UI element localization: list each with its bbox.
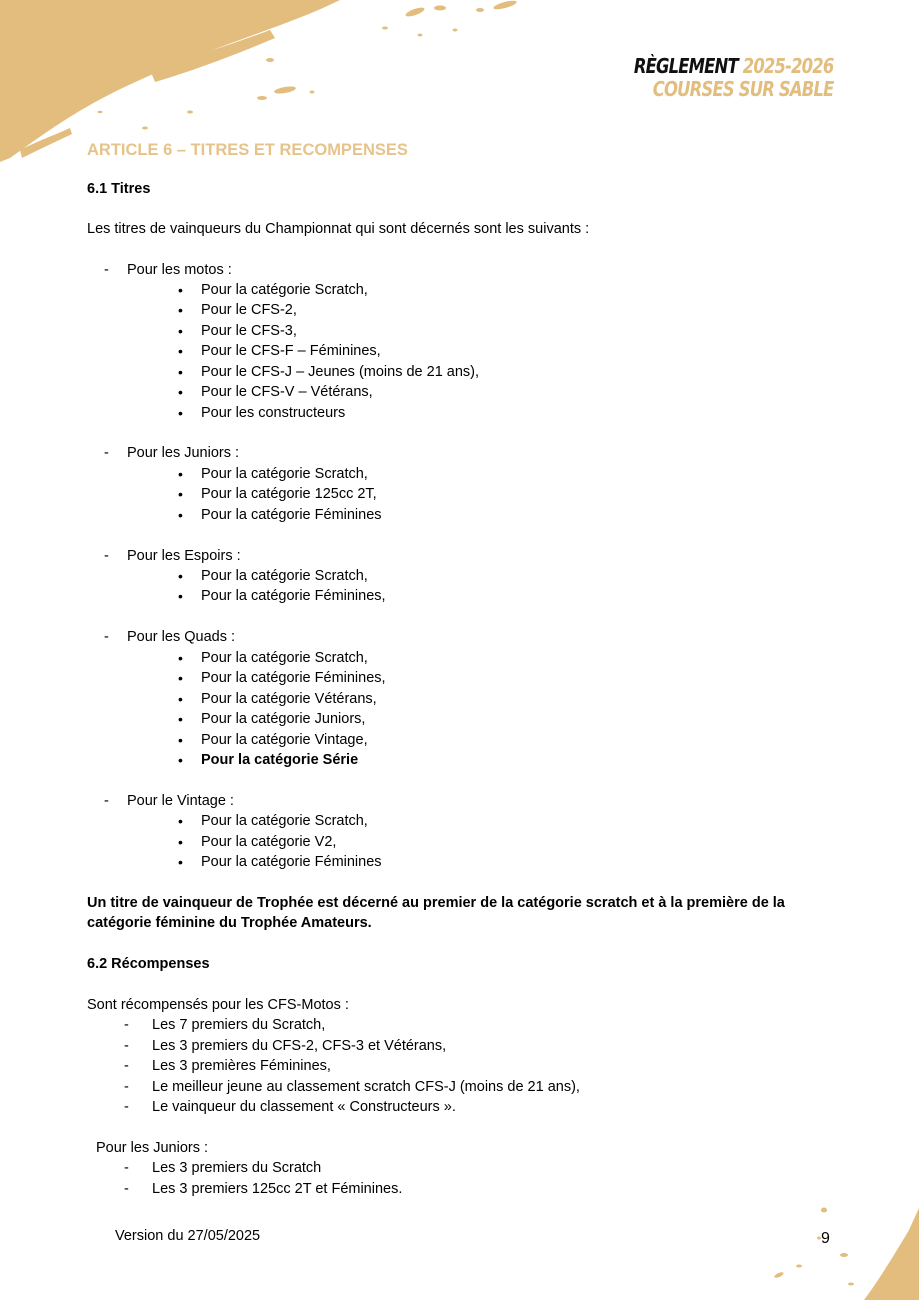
list-item: Les 3 premières Féminines, [152,1058,331,1074]
list-item: Pour la catégorie Scratch, [201,282,368,298]
bullet-marker: • [178,364,183,380]
bullet-marker: • [178,343,183,359]
list-item: Pour la catégorie Vintage, [201,732,368,748]
list-item: Pour la catégorie Féminines, [201,670,386,686]
list-item: Pour la catégorie Vétérans, [201,691,377,707]
list-item: Pour le CFS-V – Vétérans, [201,384,373,400]
list-item: Pour le CFS-F – Féminines, [201,343,381,359]
bullet-marker: • [178,711,183,727]
document-header-title [633,55,833,101]
bullet-marker: • [178,282,183,298]
bullet-marker: • [178,691,183,707]
bullet-marker: • [178,486,183,502]
footer-version: Version du 27/05/2025 [115,1228,261,1244]
motos-rewards-intro: Sont récompensés pour les CFS-Motos : [87,997,349,1013]
section-intro: Les titres de vainqueurs du Championnat qui sont décernés sont les suivants : [87,221,590,237]
section-heading-recompenses: 6.2 Récompenses [87,956,210,972]
bullet-marker: • [178,405,183,421]
dash-marker: - [104,445,109,461]
group-label-motos: Pour les motos : [127,262,232,278]
page-number: 9 [821,1230,830,1247]
group-label-espoirs: Pour les Espoirs : [127,548,241,564]
list-item: Pour la catégorie Féminines [201,507,382,523]
trophy-note-line-2: catégorie féminine du Trophée Amateurs. [87,915,372,931]
header-subtitle: COURSES SUR SABLE [652,77,833,101]
sand-splash-corner-decoration [759,1200,919,1300]
group-label-vintage: Pour le Vintage : [127,793,234,809]
bullet-marker: • [178,568,183,584]
list-item: Pour le CFS-2, [201,302,297,318]
list-item: Pour la catégorie Scratch, [201,466,368,482]
bullet-marker: • [178,588,183,604]
group-label-juniors: Pour les Juniors : [127,445,240,461]
bullet-marker: • [178,732,183,748]
dash-marker: - [124,1017,129,1033]
dash-marker: - [104,793,109,809]
bullet-marker: • [178,834,183,850]
header-reglement: RÈGLEMENT [633,54,738,78]
dash-marker: - [124,1099,129,1115]
dash-marker: - [104,629,109,645]
bullet-marker: • [178,507,183,523]
group-label-quads: Pour les Quads : [127,629,235,645]
article-title: ARTICLE 6 – TITRES ET RECOMPENSES [87,141,408,159]
list-item: Pour les constructeurs [201,405,346,421]
bullet-marker: • [178,302,183,318]
trophy-note-line-1: Un titre de vainqueur de Trophée est décerné au premier de la catégorie scratch et à la première de la [87,895,785,911]
list-item: Le vainqueur du classement « Constructeurs ». [152,1099,456,1115]
bullet-marker: • [178,854,183,870]
bullet-marker: • [178,752,183,768]
list-item: Pour la catégorie Juniors, [201,711,366,727]
list-item: Pour le CFS-J – Jeunes (moins de 21 ans), [201,364,480,380]
dash-marker: - [124,1079,129,1095]
list-item: Les 3 premiers 125cc 2T et Féminines. [152,1181,403,1197]
list-item: Les 3 premiers du CFS-2, CFS-3 et Vétérans, [152,1038,447,1054]
dash-marker: - [124,1058,129,1074]
list-item: Pour la catégorie Scratch, [201,568,368,584]
juniors-rewards-intro: Pour les Juniors : [96,1140,209,1156]
dash-marker: - [124,1181,129,1197]
list-item: Pour la catégorie 125cc 2T, [201,486,377,502]
list-item: Le meilleur jeune au classement scratch CFS-J (moins de 21 ans), [152,1079,580,1095]
list-item: Les 7 premiers du Scratch, [152,1017,326,1033]
dash-marker: - [104,262,109,278]
list-item: Les 3 premiers du Scratch [152,1160,322,1176]
list-item: Pour la catégorie Féminines [201,854,382,870]
bullet-marker: • [178,650,183,666]
dash-marker: - [124,1038,129,1054]
dash-marker: - [124,1160,129,1176]
list-item-bold: Pour la catégorie Série [201,752,359,768]
dash-marker: - [104,548,109,564]
bullet-marker: • [178,670,183,686]
list-item: Pour le CFS-3, [201,323,297,339]
bullet-marker: • [178,813,183,829]
list-item: Pour la catégorie Scratch, [201,813,368,829]
list-item: Pour la catégorie V2, [201,834,337,850]
bullet-marker: • [178,384,183,400]
bullet-marker: • [178,323,183,339]
list-item: Pour la catégorie Féminines, [201,588,386,604]
section-heading-titres: 6.1 Titres [87,181,151,197]
bullet-marker: • [178,466,183,482]
header-season: 2025-2026 [742,54,833,78]
list-item: Pour la catégorie Scratch, [201,650,368,666]
